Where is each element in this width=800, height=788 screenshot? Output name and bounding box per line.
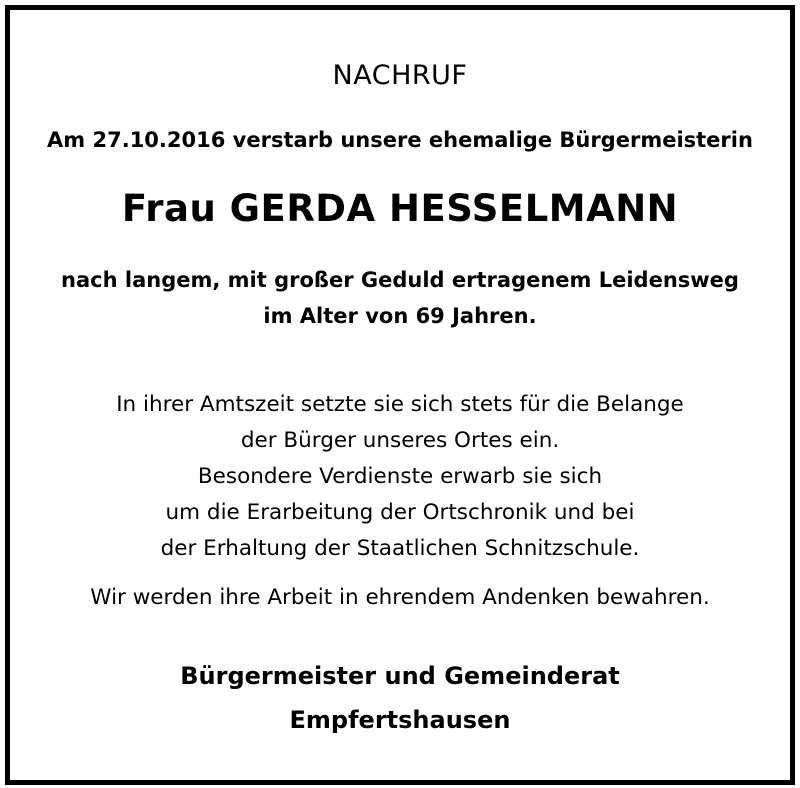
tribute-line-5: der Erhaltung der Staatlichen Schnitzschule. (160, 536, 640, 561)
tribute-line-2: der Bürger unseres Ortes ein. (240, 428, 560, 453)
notice-heading: NACHRUF (332, 60, 468, 91)
tribute-line-1: In ihrer Amtszeit setzte sie sich stets für die Belange (116, 392, 684, 417)
tribute-line-3: Besondere Verdienste erwarb sie sich (197, 464, 603, 489)
deceased-name: Frau GERDA HESSELMANN (121, 187, 679, 230)
death-announcement: Am 27.10.2016 verstarb unsere ehemalige Bürgermeisterin (47, 128, 753, 152)
tribute-line-4: um die Erarbeitung der Ortschronik und bei (165, 500, 635, 525)
circumstances-line-1: nach langem, mit großer Geduld ertragenem Leidensweg (61, 268, 739, 292)
circumstances-line-2: im Alter von 69 Jahren. (263, 304, 537, 328)
signature-line-1: Bürgermeister und Gemeinderat (180, 662, 620, 690)
signature-line-2: Empfertshausen (289, 706, 511, 734)
closing-line: Wir werden ihre Arbeit in ehrendem Andenken bewahren. (90, 585, 710, 610)
